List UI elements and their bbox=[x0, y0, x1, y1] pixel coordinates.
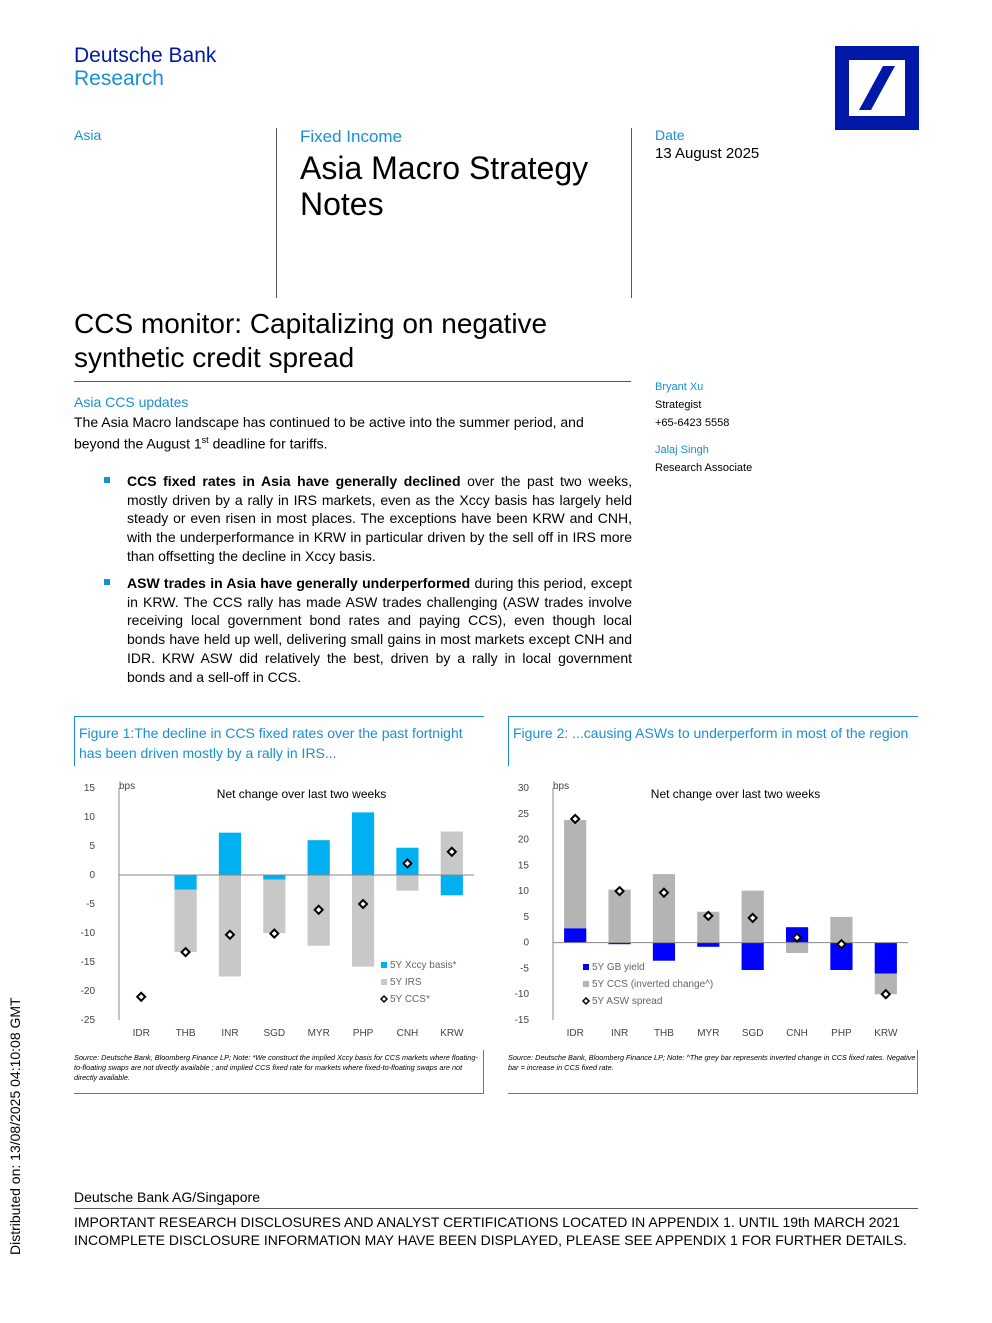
bar bbox=[219, 875, 241, 977]
author-role: Research Associate bbox=[655, 462, 753, 474]
chart-figure-1 bbox=[74, 770, 484, 1050]
brand-subtitle: Research bbox=[74, 67, 164, 90]
deutsche-bank-logo-icon bbox=[835, 46, 919, 130]
author-name[interactable]: Jalaj Singh bbox=[655, 444, 709, 456]
bar bbox=[786, 943, 808, 953]
bar bbox=[174, 875, 196, 890]
y-tick-label: 5 bbox=[89, 841, 95, 852]
author-phone: +65-6423 5558 bbox=[655, 417, 730, 429]
y-tick-label: 0 bbox=[523, 937, 529, 949]
figure-caption: Figure 2: ...causing ASWs to underperform in most of the region bbox=[513, 725, 909, 741]
x-tick-label: THB bbox=[653, 1028, 674, 1039]
section-heading: Asia CCS updates bbox=[74, 394, 189, 410]
y-tick-label: 5 bbox=[523, 911, 529, 923]
legend-label: 5Y CCS (inverted change^) bbox=[592, 979, 714, 990]
y-tick-label: 15 bbox=[83, 783, 95, 794]
y-tick-label: -5 bbox=[520, 963, 529, 975]
y-axis-unit: bps bbox=[119, 781, 136, 792]
bar bbox=[564, 820, 586, 928]
legend-label: 5Y Xccy basis* bbox=[390, 960, 457, 971]
headline-divider bbox=[74, 381, 631, 382]
bar bbox=[352, 875, 374, 967]
y-tick-label: -15 bbox=[514, 1015, 529, 1026]
x-tick-label: MYR bbox=[307, 1028, 330, 1039]
date-label: Date bbox=[655, 127, 685, 143]
y-tick-label: 30 bbox=[517, 783, 529, 794]
bar bbox=[742, 943, 764, 970]
bullet-item: CCS fixed rates in Asia have generally declined over the past two weeks, mostly driven by a rally in IRS markets, even as the Xccy basis has largely held steady or even risen in most places. The exceptions have been KRW and CNH, with the underperformance in KRW in particular driven by the sell off in IRS more than offsetting the decline in Xccy basis. bbox=[104, 472, 632, 566]
legend-swatch bbox=[381, 996, 387, 1002]
chart-figure-2 bbox=[508, 770, 918, 1050]
figure-source-note: Source: Deutsche Bank, Bloomberg Finance LP; Note: *We construct the implied Xccy basis for CCS markets where floating-to-floating swaps are not directly available ; and implied CCS fixed rate for markets where fixed-to-floating swaps are not directly available. bbox=[74, 1053, 478, 1082]
y-tick-label: -15 bbox=[80, 957, 95, 968]
bar bbox=[608, 890, 630, 943]
category-label: Fixed Income bbox=[300, 127, 403, 146]
y-tick-label: 25 bbox=[517, 808, 529, 820]
bar bbox=[263, 875, 285, 880]
x-tick-label: THB bbox=[175, 1028, 196, 1039]
distribution-stamp: Distributed on: 13/08/2025 04:10:08 GMT bbox=[7, 997, 23, 1255]
chart-title: Net change over last two weeks bbox=[650, 787, 821, 801]
figure-caption: Figure 1:The decline in CCS fixed rates over the past fortnight has been driven mostly by a rally in IRS... bbox=[79, 725, 463, 761]
data-marker bbox=[137, 993, 145, 1001]
bar bbox=[219, 833, 241, 875]
y-tick-label: 20 bbox=[517, 834, 529, 846]
bar bbox=[875, 943, 897, 974]
y-tick-label: -20 bbox=[80, 986, 95, 997]
y-tick-label: -5 bbox=[86, 899, 95, 910]
date-value: 13 August 2025 bbox=[655, 145, 760, 162]
figure-border bbox=[508, 716, 918, 717]
x-tick-label: INR bbox=[221, 1028, 239, 1039]
y-tick-label: 15 bbox=[517, 860, 529, 872]
bullet-icon bbox=[104, 477, 110, 483]
bar bbox=[653, 943, 675, 961]
bar bbox=[653, 874, 675, 943]
x-tick-label: KRW bbox=[440, 1028, 464, 1039]
author-name[interactable]: Bryant Xu bbox=[655, 381, 704, 393]
x-tick-label: SGD bbox=[741, 1028, 764, 1039]
bar bbox=[174, 890, 196, 953]
legend-label: 5Y GB yield bbox=[592, 962, 645, 973]
figure-border bbox=[74, 716, 484, 717]
x-tick-label: SGD bbox=[263, 1028, 286, 1039]
y-axis-unit: bps bbox=[553, 781, 570, 792]
brand-name: Deutsche Bank bbox=[74, 44, 217, 67]
legend-swatch bbox=[381, 979, 387, 985]
figure-border bbox=[917, 1050, 918, 1094]
footer-entity: Deutsche Bank AG/Singapore bbox=[74, 1189, 261, 1205]
figure-border bbox=[508, 1093, 918, 1094]
chart-title: Net change over last two weeks bbox=[216, 787, 387, 801]
legend-label: 5Y IRS bbox=[390, 977, 422, 988]
bar bbox=[352, 812, 374, 875]
legend-swatch bbox=[583, 998, 589, 1004]
y-tick-label: -10 bbox=[80, 928, 95, 939]
figure-border bbox=[74, 716, 75, 766]
bullet-item: ASW trades in Asia have generally underperformed during this period, except in KRW. The CCS rally has made ASW trades challenging (ASW trades involve receiving local government bond rates and paying CCS), even though local bonds have held up well, delivering small gains in most markets except CNH and IDR. KRW ASW did relatively the best, driven by a rally in local government bonds and a sell-off in CCS. bbox=[104, 574, 632, 686]
figure-border bbox=[483, 1050, 484, 1094]
y-tick-label: 10 bbox=[83, 812, 95, 823]
x-tick-label: IDR bbox=[566, 1028, 584, 1039]
figure-border bbox=[508, 716, 509, 766]
bar bbox=[308, 840, 330, 875]
legend-label: 5Y CCS* bbox=[390, 994, 430, 1005]
header-divider bbox=[276, 128, 277, 298]
x-tick-label: KRW bbox=[874, 1028, 898, 1039]
header-divider bbox=[631, 128, 632, 298]
legend-label: 5Y ASW spread bbox=[592, 996, 663, 1007]
x-tick-label: IDR bbox=[132, 1028, 150, 1039]
x-tick-label: CNH bbox=[786, 1028, 808, 1039]
legend-swatch bbox=[583, 981, 589, 987]
bar bbox=[441, 875, 463, 895]
y-tick-label: -25 bbox=[80, 1015, 95, 1026]
author-role: Strategist bbox=[655, 399, 702, 411]
y-tick-label: -10 bbox=[514, 989, 529, 1001]
y-tick-label: 0 bbox=[89, 870, 95, 881]
disclosure-text: IMPORTANT RESEARCH DISCLOSURES AND ANALYST CERTIFICATIONS LOCATED IN APPENDIX 1. UNTIL 19th MARCH 2021 INCOMPLETE DISCLOSURE INFORMATION MAY HAVE BEEN DISPLAYED, PLEASE SEE APPENDIX 1 FOR FURTHER DETAILS. bbox=[74, 1214, 907, 1248]
bar bbox=[396, 875, 418, 891]
report-title: Asia Macro Strategy Notes bbox=[300, 150, 589, 222]
bar bbox=[697, 943, 719, 947]
x-tick-label: CNH bbox=[396, 1028, 419, 1039]
bar bbox=[564, 928, 586, 942]
legend-swatch bbox=[381, 962, 387, 968]
legend-swatch bbox=[583, 964, 589, 970]
y-tick-label: 10 bbox=[517, 886, 529, 898]
bar bbox=[263, 880, 285, 933]
region-label: Asia bbox=[74, 127, 102, 143]
bullet-icon bbox=[104, 579, 110, 585]
footer-divider bbox=[74, 1208, 918, 1209]
x-tick-label: PHP bbox=[352, 1028, 374, 1039]
x-tick-label: MYR bbox=[697, 1028, 720, 1039]
x-tick-label: INR bbox=[610, 1028, 629, 1039]
figure-source-note: Source: Deutsche Bank, Bloomberg Finance LP; Note: ^The grey bar represents inverted change in CCS fixed rates. Negative bar = increase in CCS fixed rate. bbox=[508, 1053, 916, 1072]
intro-paragraph: The Asia Macro landscape has continued to be active into the summer period, and beyond the August 1st deadline for tariffs. bbox=[74, 414, 584, 452]
figure-border bbox=[74, 1093, 484, 1094]
x-tick-label: PHP bbox=[831, 1028, 852, 1039]
headline: CCS monitor: Capitalizing on negative synthetic credit spread bbox=[74, 308, 548, 373]
